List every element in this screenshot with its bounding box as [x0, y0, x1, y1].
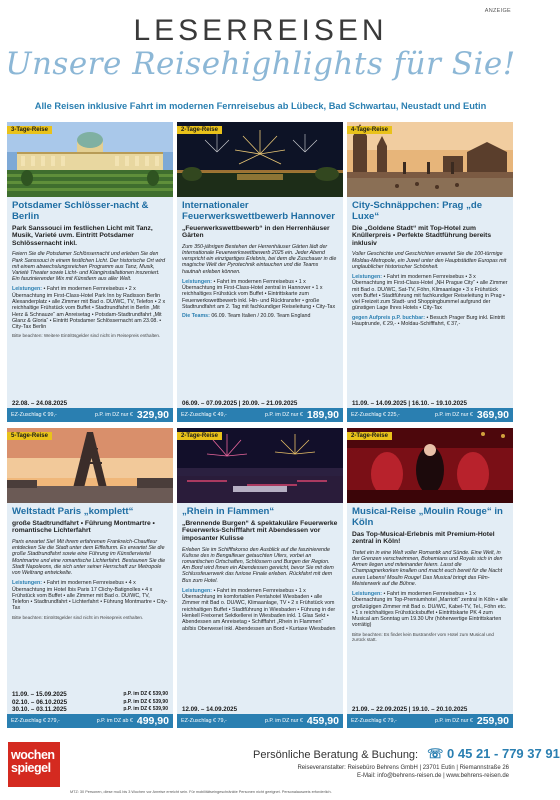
page-subtitle: Alle Reisen inklusive Fahrt im modernen Fernreisebus ab Lübeck, Bad Schwartau, Neustadt und Eutin [34, 101, 487, 111]
date-row [12, 706, 168, 713]
card-intro: Paris erwartet Sie! Mit ihrem erfahrenen Frankreich-Chauffeur entdecken Sie die Stadt unter dem Eiffelturm. Es erwartet Sie die große Stadtrundfahrt sowie eine Führung im Künstlerviertel Montmartre und eine romantische Lichterfahrt. Bestaunen Sie die Stadt Napoleons, die sich unter seiner Herrschaft zur Metropole von Weltrang entwickelte. [12, 538, 166, 576]
single-room-surcharge: EZ-Zuschlag € 79,- [351, 718, 397, 724]
services-label: Leistungen: [352, 591, 383, 597]
date-price: p.P. im DZ € 539,90 [123, 698, 168, 705]
price-amount: 369,90 [476, 409, 509, 421]
travel-dates: 22.08. – 24.08.2025 [12, 400, 68, 407]
sanssouci-palace-image [7, 122, 173, 197]
price-label: p.P. im DZ nur € [94, 412, 133, 418]
prague-bridge-image [347, 122, 513, 197]
card-subtitle: große Stadtrundfahrt • Führung Montmartre • romantische Lichterfahrt [12, 519, 155, 535]
price-amount: 189,90 [306, 409, 339, 421]
offer-card-rhein[interactable] [177, 428, 343, 728]
price-amount: 259,90 [476, 715, 509, 727]
card-note: Bitte beachten: Weitere Eintrittsgelder sind nicht im Reisepreis enthalten. [12, 333, 161, 339]
card-services [182, 279, 338, 310]
services-text: • Fahrt im modernen Fernreisebus • 1 x Übernachtung im Top-Premiumhotel „Marriott“ zentral in Köln • alle großzügigen Zimmer mit Bad o. DU/WC, Kabel-TV, Tel., Föhn etc. • 1 x reichhaltiges Frühstücksbuffet • Eintrittskarte PK 4 zum Musical am Sonntag um 19.30 Uhr (höherwertige Eintrittskarten vorrätig) [352, 591, 508, 629]
small-print: MTZ: 30 Personen, diese muß bis 3 Wochen vor Anreise erreicht sein. Für mobilitätseingeschränkte Personen nicht geeignet. Personalausweis erforderlich. [70, 790, 332, 794]
anzeige-label: ANZEIGE [484, 8, 511, 14]
card-extra [352, 315, 508, 327]
card-body [7, 197, 173, 422]
card-services [12, 286, 168, 330]
services-text: • Fahrt im modernen Fernreisebus • 4 x Übernachtung im Hotel Ibis Paris 17 Clichy-Batignolles • 4 x Frühstück vom Buffet • alle Zimmer mit Bad o. DU/WC, TV, Telefon • Stadtrundfahrt • Lichterfahrt • Führung Montmartre • City-Tax [12, 580, 168, 612]
price-label: p.P. im DZ nur € [264, 412, 303, 418]
card-note: Bitte beachten: Es findet kein Bustransfer vom Hotel zum Musical und zurück statt. [352, 631, 494, 643]
card-services [182, 588, 338, 632]
extra-text: 06.09. Team Italien / 20.09. Team England [211, 313, 311, 320]
price-label: p.P. im DZ nur € [264, 718, 303, 724]
offer-card-hannover[interactable] [177, 122, 343, 422]
contact-email-web[interactable]: E-Mail: info@behrens-reisen.de | www.behrens-reisen.de [356, 773, 509, 779]
phone-number[interactable]: ☏ 0 45 21 - 779 37 91 [427, 746, 560, 761]
duration-tag: 2-Tage-Reise [177, 126, 222, 134]
offer-card-paris[interactable] [7, 428, 173, 728]
script-headline: Unsere Reisehighlights für Sie! [5, 46, 516, 82]
eiffel-tower-image [7, 428, 173, 503]
services-label: Leistungen: [12, 286, 43, 293]
card-title: Weltstadt Paris „komplett“ [12, 506, 134, 517]
date-row [12, 691, 168, 698]
date-range: 30.10. – 03.11.2025 [12, 705, 67, 713]
card-subtitle: „Brennende Burgen“ & spektakuläre Feuerwerke Feuerwerks-Schifffahrt mit Abendessen vor imposanter Kulisse [182, 519, 338, 542]
card-body [347, 503, 513, 728]
date-price: p.P. im DZ € 539,90 [123, 705, 168, 712]
services-label: Leistungen: [12, 580, 43, 587]
card-services [12, 580, 168, 611]
duration-tag: 2-Tage-Reise [347, 432, 392, 440]
price-bar [7, 714, 173, 728]
single-room-surcharge: EZ-Zuschlag € 99,- [11, 412, 57, 418]
single-room-surcharge: EZ-Zuschlag € 79,- [181, 718, 227, 724]
card-note: Bitte beachten: Eintrittsgelder sind nicht im Reisepreis enthalten. [12, 614, 144, 620]
card-subtitle: Die „Goldene Stadt“ mit Top-Hotel zum Knüllerpreis • Perfekte Stadtführung bereits inklusiv [352, 224, 492, 247]
duration-tag: 4-Tage-Reise [347, 126, 392, 134]
offers-grid [7, 122, 514, 730]
price-label: p.P. im DZ nur € [434, 412, 473, 418]
services-label: Leistungen: [352, 273, 383, 280]
card-title: Musical-Reise „Moulin Rouge“ in Köln [352, 506, 503, 528]
date-range: 02.10. – 06.10.2025 [12, 698, 68, 706]
services-text: • Fahrt im modernen Fernreisebus • 2 x Übernachtung im First-Class-Hotel Park Inn by Radisson Berlin Alexanderplatz • alle Zimmer mit Bad o. DU/WC, TV, Telefon • 2 x reichhaltige Frühstück vom Buffet • Stadtrundfahrt in Berlin „Mit Herz & Schnauze“ am Anreisetag • Potsdam-Stadtrundfahrt „Mit Glanz & Gloria“ • Eintritt Potsdamer Schlössernacht am 23.08. • City-Tax Berlin [12, 286, 166, 331]
price-bar [347, 408, 513, 422]
duration-tag: 5-Tage-Reise [7, 432, 52, 440]
single-room-surcharge: EZ-Zuschlag € 279,- [11, 718, 60, 724]
card-services [352, 591, 508, 629]
travel-dates: 12.09. – 14.09.2025 [182, 706, 238, 713]
duration-tag: 3-Tage-Reise [7, 126, 52, 134]
price-bar [347, 714, 513, 728]
contact-label: Persönliche Beratung & Buchung: [253, 749, 419, 761]
card-intro: Zum 350-jährigen Bestehen der Herrenhäuser Gärten lädt der Internationale Feuerwerkswettbewerb 2025 ein. Jeder Abend verspricht ein einzigartiges Erlebnis, bei dem die Zuschauer in die magische Welt der Pyrotechnik eintauchen und die Teams hautnah erleben können. [182, 243, 337, 275]
card-title: City-Schnäppchen: Prag „de Luxe“ [352, 200, 483, 222]
single-room-surcharge: EZ-Zuschlag € 49,- [181, 412, 227, 418]
services-text: • Fahrt im modernen Fernreisebus • 3 x Übernachtung im First-Class-Hotel „NH Prague City“ • alle Zimmer mit Bad o. DU/WC, Sat-TV, Föhn, Klimaanlage • 3 x Frühstück vom Buffet • Stadtführung mit fachkundiger Reiseleitung in Prag • viel Freizeit zum Stadt- und Shoppingbummel aufgrund der günstigen Lage Ihres Hotels • City-Tax [352, 273, 508, 312]
card-body [177, 503, 343, 728]
price-bar [177, 714, 343, 728]
moulin-rouge-image [347, 428, 513, 503]
duration-tag: 2-Tage-Reise [177, 432, 222, 440]
offer-card-prague[interactable] [347, 122, 513, 422]
card-intro: Erleben Sie im Schifffskorso den Ausblick auf die faszinierende Kulisse des in Bengalfeuer getauchten Ufers, vorbei an romantischen Ortschaften, Schlössern und Burgen der Region. Am Bord wird Ihnen ein Abendessen gereicht, bevor Sie mit dem Schlussfeuerwerk das furiose Finale erleben. Rückfahrt mit dem Bus zum Hotel. [182, 546, 334, 584]
services-label: Leistungen: [182, 587, 213, 594]
travel-dates: 11.09. – 14.09.2025 | 16.10. – 19.10.2025 [352, 400, 467, 407]
card-services [352, 274, 508, 312]
card-title: Potsdamer Schlösser-nacht & Berlin [12, 200, 149, 222]
price-amount: 499,90 [136, 715, 169, 727]
organizer-info [297, 764, 509, 780]
services-label: Leistungen: [182, 278, 213, 285]
card-body [7, 503, 173, 728]
offer-card-potsdam[interactable] [7, 122, 173, 422]
booking-contact [253, 746, 560, 762]
extra-text: • Besuch Prager Burg inkl. Eintritt Hauptrunde, € 29,- • Moldau-Schifffahrt, € 37,- [352, 314, 505, 327]
extra-label: Die Teams: [182, 313, 210, 320]
card-subtitle: Das Top-Musical-Erlebnis mit Premium-Hotel zentral in Köln! [352, 530, 495, 546]
travel-dates: 06.09. – 07.09.2025 | 20.09. – 21.09.2025 [182, 400, 298, 407]
price-label: p.P. im DZ nur € [434, 718, 473, 724]
card-body [177, 197, 343, 422]
travel-dates: 21.09. – 22.09.2025 | 19.10. – 20.10.2025 [352, 706, 468, 713]
extra-label: gegen Aufpreis p.P. buchbar: [352, 314, 425, 321]
footer [0, 740, 560, 800]
services-text: • Fahrt im modernen Fernreisebus • 1 x Übernachtung im First-Class-Hotel zentral in Hannover • 1 x reichhaltiges Frühstück vom Buffet • Eintrittskarte zum Feuerwerkswettbewerb inkl. Hin- und Rücktransfer • große Stadtrundfahrt am 2. Tag mit fachkundiger Reiseleitung • City-Tax [182, 278, 336, 310]
rhein-in-flammen-image [177, 428, 343, 503]
date-price: p.P. im DZ € 539,90 [123, 691, 168, 698]
single-room-surcharge: EZ-Zuschlag € 225,- [351, 412, 400, 418]
card-intro: Tretet ein in eine Welt voller Romantik und Sünde. Eine Welt, in der Grenzen verschwimmen, Bohemians und Royals sich in den Armen liegen und miteinander feiern. Lasst die Champagnerkorken knallen und macht euch bereit für die Nacht eures Lebens! Moulin Rouge! Das Musical bringt das Film-Meisterwerk auf die Bühne. [352, 549, 503, 587]
price-bar [177, 408, 343, 422]
services-text: • Fahrt im modernen Fernreisebus • 1 x Übernachtung im komfortablen Pentahotel Wiesbaden • alle Zimmer mit Bad o. DU/WC, Klimaanlage, TV • 2 x Frühstück vom reichhaltigen Buffet • Stadtführung in Wiesbaden • Führung in der Henkell Freixenet Sektkellerei in Wiesbaden inkl. 1 Glas Sekt • Abendessen am Anreisetag • Schifffahrt „Rhein in Flammen“ ab/bis Oberwesel inkl. Abendessen an Bord • Kurtaxe Wiesbaden [182, 587, 336, 632]
card-title: „Rhein in Flammen“ [182, 506, 275, 517]
card-extra [182, 313, 338, 319]
wochenspiegel-logo: wochen spiegel [8, 742, 60, 787]
organizer-address: Reiseveranstalter: Reisebüro Behrens GmbH | 23701 Eutin | Riemannstraße 26 [297, 765, 509, 771]
card-intro: Voller Geschichte und Geschichten erwartet Sie die 100-türmige Moldau-Metropole, ein Juwel unter den Hauptstädten Europas mit unglaublicher historischer Schönheit. [352, 251, 507, 270]
price-label: p.P. im DZ ab € [96, 718, 133, 724]
card-subtitle: Park Sanssouci im festlichen Licht mit Tanz, Musik, Varieté uvm. Eintritt Potsdamer Schlössernacht inkl. [12, 224, 153, 247]
page-title: LESERREISEN [133, 14, 388, 47]
offer-card-moulin-rouge[interactable] [347, 428, 513, 728]
card-subtitle: „Feuerwerkswettbewerb“ in den Herrenhäuser Gärten [182, 224, 330, 240]
card-intro: Feiern Sie die Potsdamer Schlössernacht und erleben Sie den Park Sanssouci in einem festlichen Licht. Der historische Ort wird mit einem abwechslungsreichen Programm aus Tanz, Musik, Varieté Theater sowie Licht- und Klanginstallationen inszeniert. Ein faszinierender Mix mit Künstlern aus aller Welt. [12, 251, 166, 283]
card-body [347, 197, 513, 422]
date-row [12, 699, 168, 706]
price-amount: 329,90 [136, 409, 169, 421]
travel-dates [12, 691, 168, 713]
price-amount: 459,90 [306, 715, 339, 727]
date-range: 11.09. – 15.09.2025 [12, 691, 67, 699]
price-bar [7, 408, 173, 422]
fireworks-image [177, 122, 343, 197]
card-title: Internationaler Feuerwerkswettbewerb Hannover [182, 200, 336, 222]
